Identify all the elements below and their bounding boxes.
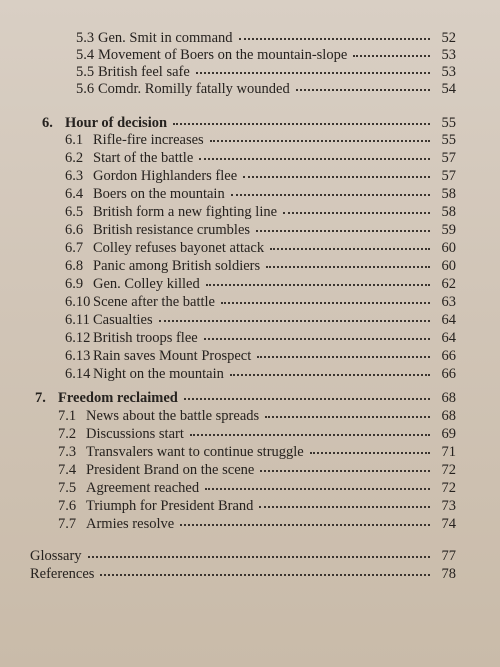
entry-page: 68 [441,408,456,424]
entry-page: 72 [441,462,456,478]
dot-leader [205,478,430,490]
dot-leader [265,406,430,418]
entry-title: British form a new fighting line [93,204,278,220]
dot-leader [239,28,430,40]
toc-entry-6-14 [65,365,456,384]
entry-number: 6.1 [65,132,84,148]
entry-page: 55 [441,132,456,148]
entry-page: 66 [441,348,456,364]
entry-page: 63 [441,294,456,310]
entry-number: 7.1 [58,408,77,424]
toc-entry-7-7 [58,515,456,534]
references-title: References [30,566,95,582]
chapter-number: 6. [42,115,53,131]
entry-number: 6.5 [65,204,84,220]
dot-leader [210,130,430,142]
entry-number: 6.2 [65,150,84,166]
entry-number: 6.11 [65,312,90,328]
entry-page: 74 [441,516,456,532]
dot-leader [296,79,430,91]
entry-title: British resistance crumbles [93,222,251,238]
entry-title: Gen. Colley killed [93,276,200,292]
entry-page: 62 [441,276,456,292]
chapter-title: Hour of decision [65,115,168,131]
dot-leader [266,256,430,268]
entry-number: 7.7 [58,516,77,532]
dot-leader [260,460,430,472]
dot-leader [221,292,430,304]
chapter-title: Freedom reclaimed [58,390,178,406]
entry-number: 6.10 [65,294,91,310]
entry-page: 69 [441,426,456,442]
dot-leader [310,442,430,454]
entry-page: 60 [441,258,456,274]
entry-page: 53 [441,47,456,63]
dot-leader [230,364,430,376]
entry-title: Start of the battle [93,150,194,166]
dot-leader [283,202,430,214]
chapter-page: 68 [441,390,456,406]
entry-title: Night on the mountain [93,366,224,382]
entry-page: 58 [441,204,456,220]
dot-leader [256,220,430,232]
chapter-page: 55 [441,115,456,131]
dot-leader [173,113,430,125]
dot-leader [204,328,430,340]
entry-title: Gordon Highlanders flee [93,168,238,184]
entry-number: 5.5 [76,64,95,80]
dot-leader [270,238,430,250]
entry-number: 6.4 [65,186,84,202]
entry-title: Comdr. Romilly fatally wounded [98,81,290,97]
dot-leader [180,514,430,526]
entry-title: British troops flee [93,330,198,346]
entry-page: 71 [441,444,456,460]
entry-title: Boers on the mountain [93,186,225,202]
dot-leader [184,388,430,400]
entry-number: 6.12 [65,330,91,346]
entry-number: 6.14 [65,366,91,382]
entry-title: Rifle-fire increases [93,132,204,148]
entry-page: 60 [441,240,456,256]
entry-page: 72 [441,480,456,496]
entry-title: Scene after the battle [93,294,215,310]
entry-title: News about the battle spreads [86,408,260,424]
entry-page: 64 [441,330,456,346]
entry-number: 7.5 [58,480,77,496]
dot-leader [206,274,430,286]
entry-page: 52 [441,30,456,46]
chapter-number: 7. [35,390,46,406]
entry-title: President Brand on the scene [86,462,255,478]
entry-page: 57 [441,168,456,184]
entry-number: 5.6 [76,81,95,97]
entry-title: Armies resolve [86,516,175,532]
entry-title: Movement of Boers on the mountain-slope [98,47,348,63]
entry-page: 57 [441,150,456,166]
entry-title: Gen. Smit in command [98,30,233,46]
dot-leader [243,166,430,178]
entry-number: 6.3 [65,168,84,184]
entry-page: 66 [441,366,456,382]
entry-page: 59 [441,222,456,238]
dot-leader [231,184,430,196]
entry-title: Colley refuses bayonet attack [93,240,265,256]
toc-references [30,565,456,584]
entry-number: 6.6 [65,222,84,238]
dot-leader [159,310,430,322]
entry-page: 58 [441,186,456,202]
entry-title: Panic among British soldiers [93,258,261,274]
entry-number: 7.4 [58,462,77,478]
references-page: 78 [441,566,456,582]
entry-title: Agreement reached [86,480,200,496]
entry-number: 5.4 [76,47,95,63]
toc-entry-5-6 [76,80,456,99]
entry-number: 6.13 [65,348,91,364]
entry-number: 6.7 [65,240,84,256]
dot-leader [190,424,430,436]
entry-title: Rain saves Mount Prospect [93,348,252,364]
dot-leader [100,564,430,576]
entry-title: Casualties [93,312,153,328]
entry-page: 54 [441,81,456,97]
glossary-page: 77 [441,548,456,564]
entry-title: British feel safe [98,64,190,80]
entry-number: 7.3 [58,444,77,460]
entry-title: Discussions start [86,426,184,442]
dot-leader [257,346,430,358]
entry-number: 7.2 [58,426,77,442]
entry-title: Triumph for President Brand [86,498,254,514]
dot-leader [259,496,430,508]
entry-number: 7.6 [58,498,77,514]
entry-title: Transvalers want to continue struggle [86,444,304,460]
entry-page: 73 [441,498,456,514]
dot-leader [199,148,430,160]
dot-leader [353,45,430,57]
dot-leader [196,62,430,74]
entry-number: 6.9 [65,276,84,292]
glossary-title: Glossary [30,548,82,564]
entry-number: 6.8 [65,258,84,274]
entry-number: 5.3 [76,30,95,46]
entry-page: 64 [441,312,456,328]
entry-page: 53 [441,64,456,80]
dot-leader [88,546,430,558]
